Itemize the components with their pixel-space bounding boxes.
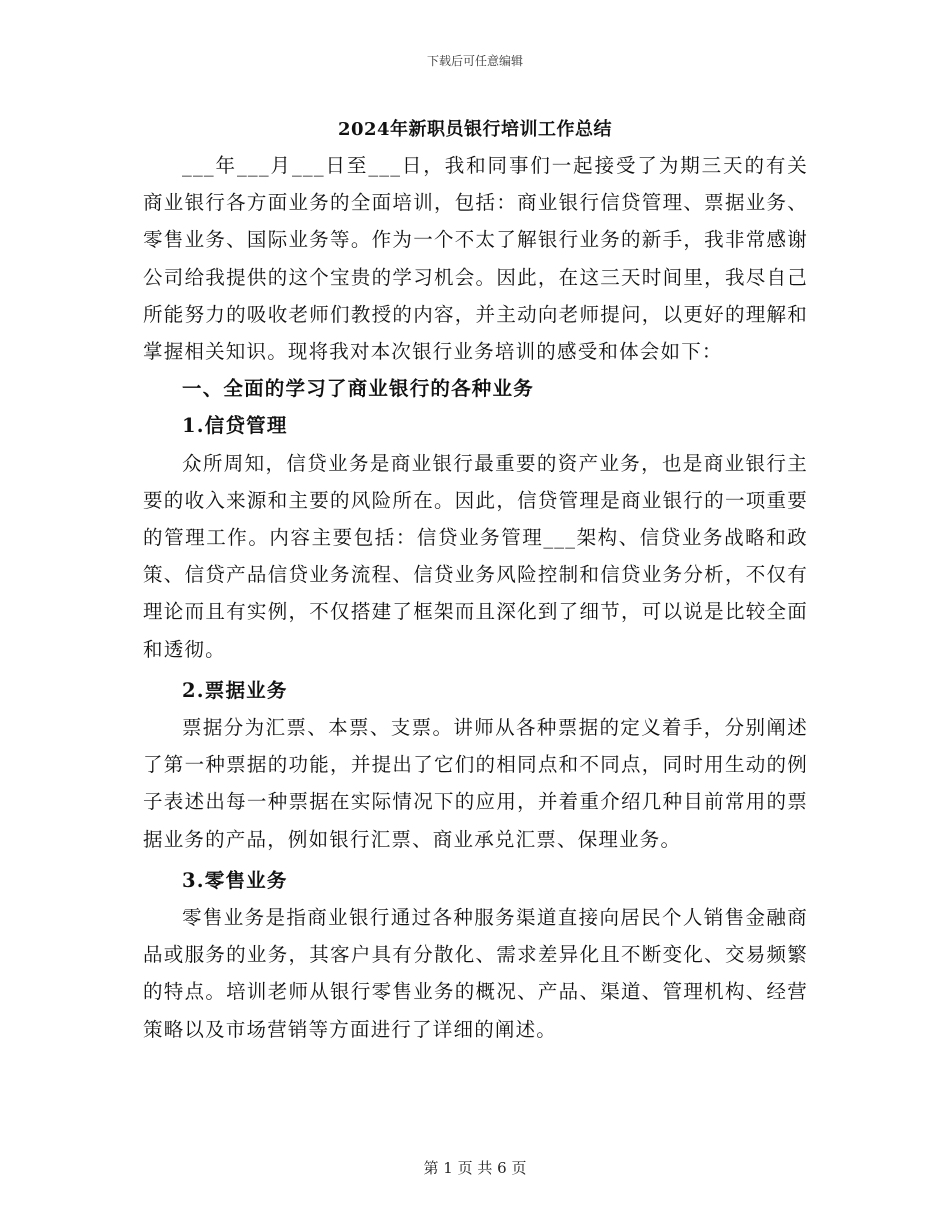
bills-paragraph: 票据分为汇票、本票、支票。讲师从各种票据的定义着手，分别阐述了第一种票据的功能，并提出了它们的相同点和不同点，同时用生动的例子表述出每一种票据在实际情况下的应用，并着重介绍几种目前常用的票据业务的产品，例如银行汇票、商业承兑汇票、保理业务。 [143, 716, 808, 851]
intro-paragraph: ___年___月___日至___日，我和同事们一起接受了为期三天的有关商业银行各方面业务的全面培训，包括：商业银行信贷管理、票据业务、零售业务、国际业务等。作为一个不太了解银行业务的新手，我非常感谢公司给我提供的这个宝贵的学习机会。因此，在这三天时间里，我尽自己所能努力的吸收老师们教授的内容，并主动向老师提问，以更好的理解和掌握相关知识。现将我对本次银行业务培训的感受和体会如下： [143, 154, 808, 364]
document-body [143, 147, 808, 1048]
page-number: 第 1 页 共 6 页 [423, 1159, 527, 1177]
credit-paragraph: 众所周知，信贷业务是商业银行最重要的资产业务，也是商业银行主要的收入来源和主要的风险所在。因此，信贷管理是商业银行的一项重要的管理工作。内容主要包括：信贷业务管理___架构、信贷业务战略和政策、信贷产品信贷业务流程、信贷业务风险控制和信贷业务分析，不仅有理论而且有实例，不仅搭建了框架而且深化到了细节，可以说是比较全面和透彻。 [143, 451, 808, 661]
subsection-heading-retail: 3.零售业务 [182, 868, 288, 892]
subsection-heading-credit: 1.信贷管理 [182, 414, 288, 438]
retail-paragraph: 零售业务是指商业银行通过各种服务渠道直接向居民个人销售金融商品或服务的业务，其客户具有分散化、需求差异化且不断变化、交易频繁的特点。培训老师从银行零售业务的概况、产品、渠道、管理机构、经营策略以及市场营销等方面进行了详细的阐述。 [143, 906, 808, 1041]
subsection-heading-bills: 2.票据业务 [182, 678, 288, 702]
page-header-note: 下载后可任意编辑 [426, 54, 523, 68]
document-title: 2024年新职员银行培训工作总结 [337, 119, 613, 140]
section-heading-1: 一、全面的学习了商业银行的各种业务 [182, 377, 534, 401]
